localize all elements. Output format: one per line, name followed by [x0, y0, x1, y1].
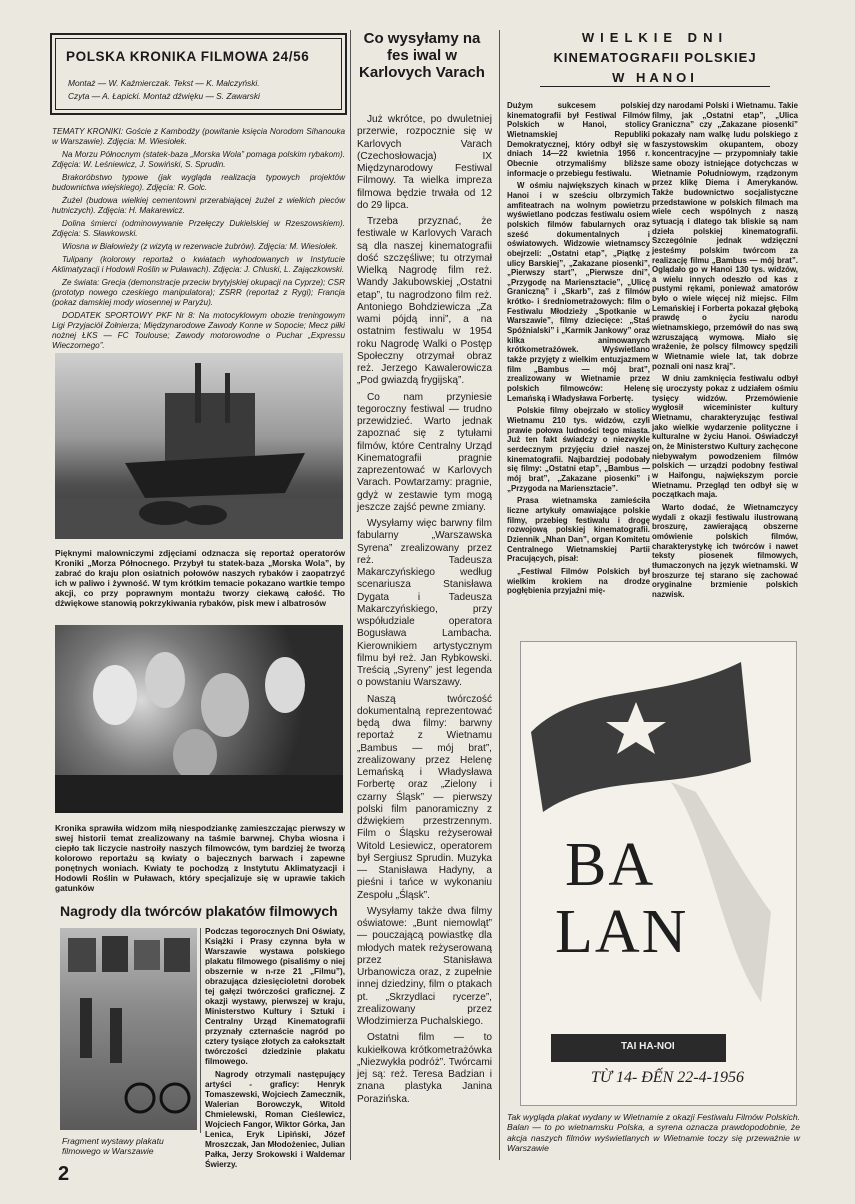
- tulips-caption: Kronika sprawiła widzom miłą niespodziankę zamieszczając pierwszy w swej historii temat zrealizowany na taśmie barwnej. Chyba wiosna i ciepło tak liczycie nastroiły naszych filmowców, tym bardziej że tworzą kolorowo reportażu są kwiaty o bajecznych barwach i zapewne ponętnych woniach. Kwiaty te pochodzą z Instytutu Aklimatyzacji i Hodowli Roślin w Puławach, który specjalizuje się w uprawie takich gatunków: [55, 823, 345, 893]
- kronika-topics: [52, 127, 345, 354]
- nagrody-divider: [200, 928, 201, 1133]
- hanoi-title-2: KINEMATOGRAFII POLSKIEJ: [553, 50, 757, 65]
- hanoi-col1: [507, 101, 650, 599]
- kronika-topic: TEMATY KRONIKI: Goście z Kambodży (powitanie księcia Norodom Sihanouka w Warszawie). Zdjęcia: M. Wiesiołek.: [52, 127, 345, 146]
- kronika-topic: Na Morzu Północnym (statek-baza „Morska Wola” pomaga polskim rybakom). Zdjęcia: W. Leśniewicz, J. Sowiński, S. Sprudin.: [52, 150, 345, 169]
- hanoi-title-rule: [540, 86, 770, 87]
- nagrody-title: Nagrody dla twórców plakatów filmowych: [60, 903, 338, 919]
- tulips-photo: [55, 625, 343, 813]
- karlovy-paragraph: Ostatni film — to kukiełkowa krótkometrażówka „Niezwykła podróż”. Twórcami jej są: reż. Teresa Badzian i znana plastyka Janina Porazińska.: [357, 1032, 492, 1105]
- exhibition-photo: [60, 928, 197, 1130]
- ship-caption: Pięknymi malowniczymi zdjęciami odznacza się reportaż operatorów Kroniki „Morza Północnego. Przybył tu statek-baza „Morska Wola”, by zabrać do kraju plon osiatnich połowów naszych rybaków i zaopatrzyć ich w paliwo i żywność. W tym krótkim temacie pokazano wartkie tempo akcji, co przy poprawnym montażu tworzy ciekawą całość. Tło dźwiękowe stanowią pokrzykiwania rybaków, pisk mew i albatrosów: [55, 548, 345, 608]
- poster-strip-text: TAI HA-NOI: [621, 1041, 675, 1052]
- kronika-topic: Dolina śmierci (odminowywanie Przełęczy Dukielskiej w Rzeszowskiem). Zdjęcia: S. Sławkowski.: [52, 219, 345, 238]
- tulips-illustration: [55, 625, 343, 813]
- kronika-topic: Tulipany (kolorowy reportaż o kwiatach wyhodowanych w Instytucie Aklimatyzacji i Hodowli Roślin w Puławach). Zdjęcia: J. Chluski, L. Zajączkowski.: [52, 255, 345, 274]
- nagrody-paragraph: Nagrody otrzymali następujący artyści - graficy: Henryk Tomaszewski, Wojciech Zamecznik, Walerian Borowczyk, Witold Chmielewski, Roman Cieślewicz, Wojciech Fangor, Wiktor Górka, Jan Lenica, Eryk Lipiński, Józef Mroszczak, Jan Młodożeniec, Julian Pałka, Jerzy Srokowski i Waldemar Świerzy.: [205, 1070, 345, 1169]
- hanoi-paragraph: dzy narodami Polski i Wietnamu. Takie filmy, jak „Ostatni etap”, „Ulica Graniczna” czy „Zakazane piosenki” pokazały nam walkę ludu polskiego z faszystowskim okupantem, obozy koncentracyjne — przypomniały takie same obozy istniejące dotychczas w Wietnamie Południowym, rządzonym przez klikę Diema i Amerykanów. Także budownictwo socjalistyczne przedstawione w polskich filmach ma wiele cech wspólnych z naszą sytuacją i dlatego tak bliskie są nam dzieła polskiej kinematografii. Szczególnie jednak wdzięczni jesteśmy polskim twórcom za realizację filmu „Bambus — mój brat”. Oglądało go w Hanoi 130 tys. widzów, a wielu innych odeszło od kas z pustymi rękami, ponieważ amatorów było o wiele więcej niż miejsc. Film Lemańskiej i Forberta pokazał głęboką prawdę o życiu narodu wietnamskiego, przemówił do nas swą wzruszającą wymową. Miało się wrażenie, że polscy filmowcy spędzili w Wietnamie wiele lat, tak dobrze poznali oni nasz kraj”.: [652, 101, 798, 371]
- hanoi-title-3: W HANOI: [612, 70, 698, 85]
- column-divider-2: [499, 30, 500, 1160]
- ship-photo: [55, 353, 343, 539]
- hanoi-paragraph: Polskie filmy obejrzało w stolicy Wietnamu 210 tys. widzów, czyli prawie połowa ludności tego miasta. Już ten fakt świadczy o niezwykle serdecznym przyjęciu dzieł naszej kinematografii. Najbardziej podobały się filmy: „Ostatni etap”, „Bambus — mój brat”, „Zakazane piosenki” i „Przygoda na Mariensztacie”.: [507, 406, 650, 493]
- karlovy-paragraph: Wysyłamy więc barwny film fabularny „Warszawska Syrena” zrealizowany przez reż. Tadeusza Makarczyńskiego według scenariusza Stanisława Dygata i Tadeusza Makarczyńskiego, przy współudziale operatora Bogusława Lambacha. Kierownikiem artystycznym filmu był reż. Jan Rybkowski. Treścią „Syreny” jest legenda o powstaniu Warszawy.: [357, 518, 492, 689]
- hanoi-paragraph: Prasa wietnamska zamieściła liczne artykuły omawiające polskie filmy, przebieg festiwalu i drogę rozwojową polskiej kinematografii. Dziennik „Nhan Dan”, organ Komitetu Centralnego Wietnamskiej Partii Pracujących, pisał:: [507, 496, 650, 564]
- hanoi-paragraph: „Festiwal Filmów Polskich był wielkim krokiem na drodze pogłębienia przyjaźni mię-: [507, 566, 650, 596]
- page-number: 2: [58, 1163, 70, 1185]
- hanoi-paragraph: W ośmiu największych kinach w Hanoi i w sześciu olbrzymich amfiteatrach na wolnym powietrzu wyświetlano podczas festiwalu osiem polskich filmów fabularnych oraz sześć dokumentalnych i oświatowych. Widzowie wietnamscy obejrzeli: „Ostatni etap”, „Piątkę z ulicy Barskiej”, „Zakazane piosenki”, „Pierwszy start”, „Pierwsze dni”, „Przygodę na Mariensztacie”, „Ulicę Graniczną” i „Skarb”, zaś z filmów krótko- i średniometrażowych: film o Festiwalu Młodzieży „Spotkanie w Warszawie”, filmy dziecięce: „Staś Spóźnialski” i „Karmik Jankowy” oraz kilka animowanych krótkometrażówek. Wyświetlano także przyjęty z wielkim entuzjazmem film „Bambus — mój brat”, zrealizowany w Wietnamie przez polskich filmowców: Helenę Lemańską i Władysława Forbertę.: [507, 181, 650, 403]
- kronika-credits-1: Montaż — W. Kaźmierczak. Tekst — K. Malczyński.: [68, 78, 260, 88]
- kronika-title: POLSKA KRONIKA FILMOWA 24/56: [66, 49, 310, 64]
- hanoi-title-1: WIELKIE DNI: [581, 30, 729, 45]
- karlovy-title: Co wysyłamy na fes iwal w Karlovych Varach: [359, 30, 485, 81]
- kronika-topic: Brakoróbstwo typowe (jak wygląda realizacja typowych projektów budownictwa wiejskiego). Zdjęcia: R. Golc.: [52, 173, 345, 192]
- karlovy-paragraph: Wysyłamy także dwa filmy oświatowe: „Bunt niemowląt” — pouczającą powiastkę dla młodych matek reżyserowaną przez Stanisława Urbanowicza oraz, z zupełnie innej dziedziny, film o ptakach pt. „Skrzydlaci rycerze”, zrealizowany przez Włodzimierza Puchalskiego.: [357, 905, 492, 1027]
- hanoi-paragraph: W dniu zamknięcia festiwalu odbył się uroczysty pokaz z udziałem ośmiu tysięcy widzów. Przemówienie wygłosił wiceminister kultury Wietnamu, charakteryzując festiwal jako wielkie wydarzenie polityczne i kulturalne w życiu Hanoi. Oświadczył on, że Ministerstwo Kultury zachęcone niebywałym powodzeniem filmów polskich — urządzi podobny festiwal w Haifongu, największym porcie Wietnamu. Przegląd ten odbył się w początkach maja.: [652, 374, 798, 500]
- exhibition-illustration: [60, 928, 197, 1130]
- ship-illustration: [55, 353, 343, 539]
- nagrody-paragraph: Podczas tegorocznych Dni Oświaty, Książki i Prasy czynna była w Warszawie wystawa polskiego plakatu filmowego (pisaliśmy o niej obszernie w n-rze 21 „Filmu”), obrazująca dziesięcioletni dorobek tej gałęzi twórczości graficznej. Z okazji wystawy, pierwszej w kraju, Ministerstwo Kultury i Sztuki i Centralny Urząd Kinematografii przyznały czternaście nagród po cztery tysiące złotych za całokształt twórczości dziedzinie plakatu filmowego.: [205, 927, 345, 1066]
- poster-ba: BA: [565, 831, 656, 899]
- poster-date: TỪ 14- ĐẾN 22-4-1956: [591, 1069, 744, 1086]
- hanoi-col2: [652, 101, 798, 602]
- karlovy-body: [357, 114, 492, 1110]
- karlovy-paragraph: Trzeba przyznać, że festiwale w Karlovych Varach są dla naszej kinematografii dość szczęśliwe; tu otrzymał Wielką Nagrodę film reż. Wandy Jakubowskiej „Ostatni etap”, tu nagrodzono film reż. Antoniego Bohdziewicza „Za wami pójdą inni”, a na ostatnim festiwalu w 1954 roku Nagrodę Walki o Postęp Społeczny otrzymał obraz reż. Jerzego Kawalerowicza „Pod gwiazdą frygijską”.: [357, 216, 492, 387]
- poster-strip: [551, 1034, 726, 1062]
- kronika-topic: DODATEK SPORTOWY PKF Nr 8: Na motocyklowym obozie treningowym Ligi Przyjaciół Żołnierza; Międzynarodowe Zawody Konne w Sopocie; Mecz piłki nożnej ŁKS — FC Toulouse; Zawody motorowodne o Puchar „Expressu Wieczornego”.: [52, 311, 345, 350]
- balan-poster: [520, 641, 797, 1106]
- karlovy-paragraph: Już wkrótce, po dwuletniej przerwie, rozpocznie się w Karlovych Varach (Czechosłowacja) IX Międzynarodowy Festiwal Filmowy. Ta wielka impreza filmowa będzie trwała od 12 do 29 lipca.: [357, 114, 492, 211]
- kronika-header-box: [50, 33, 347, 115]
- kronika-topic: Ze świata: Grecja (demonstracje przeciw brytyjskiej okupacji na Cyprze); CSR (prototyp nowego czeskiego manipulatora); ZSRR (reportaż z Rygi); Francja (pokaz damskiej mody wiosennej w Paryżu).: [52, 278, 345, 307]
- poster-lan: LAN: [555, 898, 689, 966]
- kronika-topic: Żużel (budowa wielkiej cementowni przerabiającej żużel z wielkich pieców hutniczych). Zdjęcia: H. Makarewicz.: [52, 196, 345, 215]
- kronika-credits-2: Czyta — A. Łapicki. Montaż dźwięku — S. Zawarski: [68, 91, 260, 101]
- poster-caption: Tak wygląda plakat wydany w Wietnamie z okazji Festiwalu Filmów Polskich. Balan — to po wietnamsku Polska, a syrena oznacza prawdopodobnie, że akcja naszych filmów wyświetlanych w Wietnamie toczy się przeważnie w Warszawie: [507, 1112, 800, 1154]
- karlovy-paragraph: Naszą twórczość dokumentalną reprezentować będą dwa filmy: barwny reportaż z Wietnamu „Bambus — mój brat”, zrealizowany przez Helenę Lemańską i Władysława Forbertę oraz „Zielony i czarny Śląsk” — pierwszy polski film panoramiczny z dźwiękiem przestrzennym. Film o Śląsku reżyserował Witold Lesiewicz, operatorem był Sergiusz Sprudin. Muzyka — Stanisława Hadyny, a pieśni i tańce w wykonaniu Zespołu „Śląsk”.: [357, 693, 492, 901]
- hanoi-paragraph: Dużym sukcesem polskiej kinematografii był Festiwal Filmów Polskich w Hanoi, stolicy Wietnamskiej Republiki Demokratycznej, który odbył się w dniach 14—22 kwietnia 1956 r. Obecnie otrzymaliśmy bliższe informacje o przebiegu festiwalu.: [507, 101, 650, 178]
- nagrody-text: [205, 927, 345, 1173]
- karlovy-paragraph: Co nam przyniesie tegoroczny festiwal — trudno przewidzieć. Warto jednak zapoznać się z tytułami filmów, które Centralny Urząd Kinematografii pragnie zaprezentować w Karlovych Varach. Powtarzamy: pragnie, gdyż w zestawie tym mogą jeszcze zajść pewne zmiany.: [357, 391, 492, 513]
- exhibition-caption: Fragment wystawy plakatu filmowego w Warszawie: [62, 1136, 164, 1156]
- column-divider-1: [350, 30, 351, 1160]
- hanoi-paragraph: Warto dodać, że Wietnamczycy wydali z okazji festiwalu ilustrowaną broszurę, zawierającą obszerne omówienie polskich filmów, charakterystykę ich twórców i nawet teksty piosenek filmowych, tłumaczonych na język wietnamski. W broszurze tej starano się zachować oryginalne brzmienie polskich nazwisk.: [652, 502, 798, 599]
- kronika-topic: Wiosna w Białowieży (z wizytą w rezerwacie żubrów). Zdjęcia: M. Wiesiołek.: [62, 242, 339, 251]
